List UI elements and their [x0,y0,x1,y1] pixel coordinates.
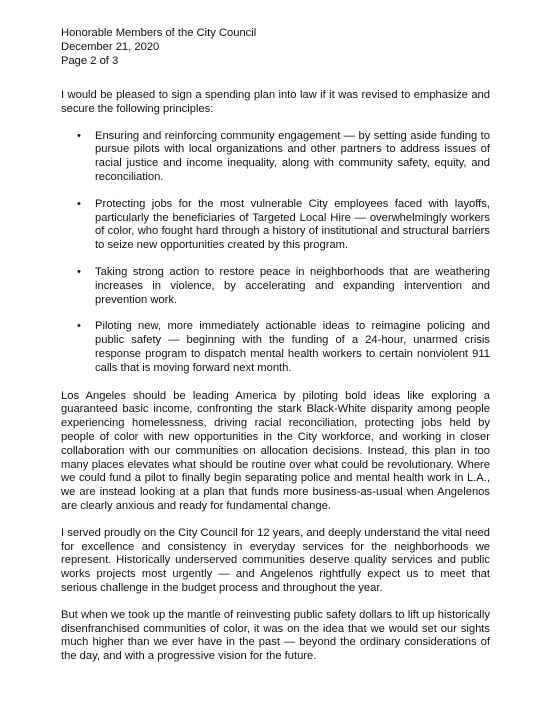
date-line: December 21, 2020 [61,40,160,53]
principles-list [61,130,490,376]
principle-item [61,320,490,375]
principle-item [61,266,490,307]
bullet-icon: • [77,197,81,210]
bullet-icon: • [77,320,81,333]
principle-item [61,198,490,253]
letter-header [61,27,501,68]
principle-text: Piloting new, more immediately actionable ideas to reimagine policing and public safety — beginning with the funding of a 24-hour, unarmed crisis response program to dispatch mental health workers to certain nonviolent 911 calls that is moving forward next month. [95,320,490,374]
letter-body [61,89,490,677]
body-paragraph: I served proudly on the City Council for 12 years, and deeply understand the vital need for excellence and consistency in everyday services for the neighborhoods we represent. Historically underserved communities deserve quality services and public works projects most urgently — and Angelenos rightfully expect us to meet that serious challenge in the budget process and throughout the year. [61,526,490,594]
recipient-line: Honorable Members of the City Council [61,27,257,39]
principle-text: Ensuring and reinforcing community engagement — by setting aside funding to pursue pilots with local organizations and other partners to address issues of racial justice and income inequality, along with community safety, equity, and reconciliation. [95,129,490,183]
intro-paragraph: I would be pleased to sign a spending plan into law if it was revised to emphasize and secure the following principles: [61,89,490,115]
page-number: Page 2 of 3 [61,54,119,67]
principle-text: Taking strong action to restore peace in neighborhoods that are weathering increases in violence, by accelerating and expanding intervention and prevention work. [95,265,490,306]
principle-text: Protecting jobs for the most vulnerable City employees faced with layoffs, particularly the beneficiaries of Targeted Local Hire — overwhelmingly workers of color, who fought hard through a history of institutional and structural barriers to seize new opportunities created by this program. [95,197,490,252]
bullet-icon: • [77,129,81,142]
body-paragraph: But when we took up the mantle of reinvesting public safety dollars to lift up historically disenfranchised communities of color, it was on the idea that we would set our sights much higher than we ever have in the past — beyond the ordinary considerations of the day, and with a progressive vision for the future. [61,608,490,663]
body-paragraph: Los Angeles should be leading America by piloting bold ideas like exploring a guaranteed basic income, confronting the stark Black-White disparity among people experiencing homelessness, driving racial reconciliation, protecting jobs held by people of color with new opportunities in the City workforce, and working in closer collaboration with our communities on allocation decisions. Instead, this plan in too many places elevates what should be routine over what could be revolutionary. Where we could fund a pilot to finally begin separating police and mental health work in L.A., we are instead looking at a plan that funds more business-as-usual when Angelenos are clearly anxious and ready for fundamental change. [61,389,490,512]
bullet-icon: • [77,265,81,278]
principle-item [61,130,490,185]
